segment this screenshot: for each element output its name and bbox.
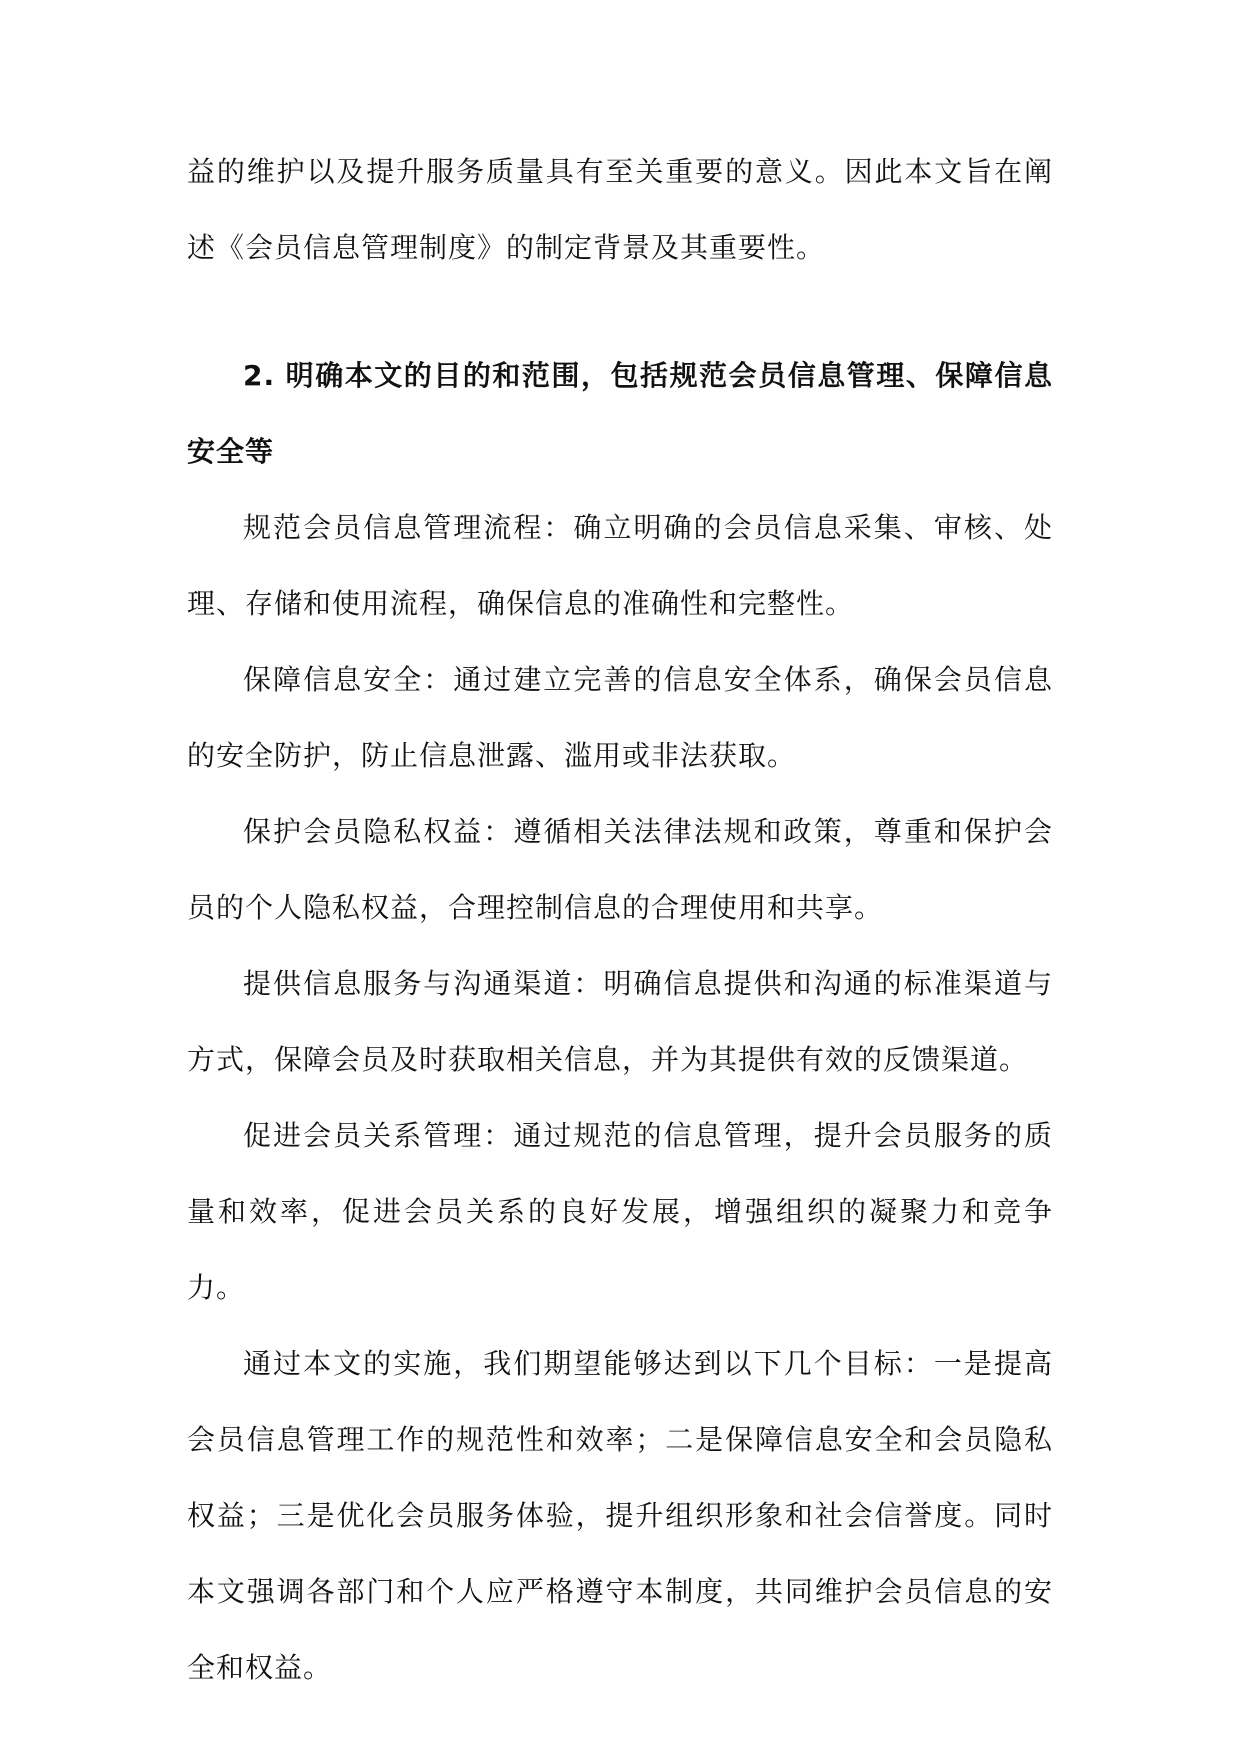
paragraph-security: 保障信息安全：通过建立完善的信息安全体系，确保会员信息的安全防护，防止信息泄露、滥用或非法获取。 xyxy=(187,663,1053,772)
paragraph-privacy: 保护会员隐私权益：遵循相关法律法规和政策，尊重和保护会员的个人隐私权益，合理控制信息的合理使用和共享。 xyxy=(187,815,1053,924)
paragraph-channels: 提供信息服务与沟通渠道：明确信息提供和沟通的标准渠道与方式，保障会员及时获取相关信息，并为其提供有效的反馈渠道。 xyxy=(187,967,1053,1076)
document-body xyxy=(187,134,1053,1706)
paragraph-goals: 通过本文的实施，我们期望能够达到以下几个目标：一是提高会员信息管理工作的规范性和效率；二是保障信息安全和会员隐私权益；三是优化会员服务体验，提升组织形象和社会信誉度。同时本文强调各部门和个人应严格遵守本制度，共同维护会员信息的安全和权益。 xyxy=(187,1347,1053,1684)
intro-paragraph: 益的维护以及提升服务质量具有至关重要的意义。因此本文旨在阐述《会员信息管理制度》的制定背景及其重要性。 xyxy=(187,155,1053,264)
section-title: 明确本文的目的和范围，包括规范会员信息管理、保障信息安全等 xyxy=(187,359,1053,468)
section-number: 2. xyxy=(243,359,276,392)
paragraph-process: 规范会员信息管理流程：确立明确的会员信息采集、审核、处理、存储和使用流程，确保信息的准确性和完整性。 xyxy=(187,511,1053,620)
paragraph-relations: 促进会员关系管理：通过规范的信息管理，提升会员服务的质量和效率，促进会员关系的良好发展，增强组织的凝聚力和竞争力。 xyxy=(187,1119,1053,1304)
section-heading xyxy=(187,338,1053,490)
